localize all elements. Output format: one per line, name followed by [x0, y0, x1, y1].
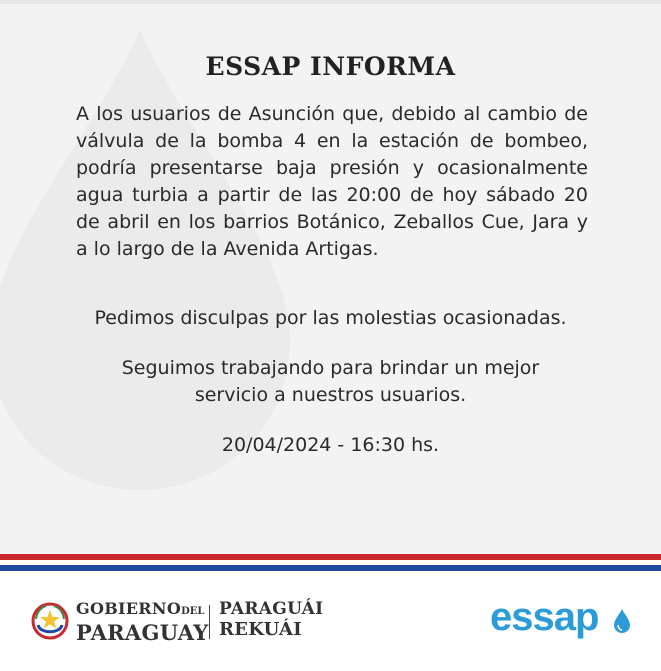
continue-line-1: Seguimos trabajando para brindar un mejor: [121, 357, 540, 379]
gov-word-del: DEL: [181, 606, 205, 617]
notice-title: ESSAP INFORMA: [205, 52, 456, 81]
gov-word-gobierno: GOBIERNO: [76, 599, 182, 618]
footer: [0, 571, 661, 671]
apology-text: Pedimos disculpas por las molestias ocasionadas.: [94, 307, 567, 329]
gobierno-paraguay-logo: [76, 599, 209, 645]
continue-text: [40, 355, 621, 409]
water-drop-icon: [612, 608, 632, 634]
notice-datetime: 20/04/2024 - 16:30 hs.: [221, 434, 440, 456]
slogan-line-1: PARAGUÁI: [219, 599, 324, 619]
slogan-line-2: REKUÁI: [219, 619, 303, 640]
continue-line-2: servicio a nuestros usuarios.: [194, 384, 467, 406]
gov-word-paraguay: PARAGUAY: [76, 620, 209, 645]
logo-divider: [209, 605, 210, 639]
notice-body: A los usuarios de Asunción que, debido al cambio de válvula de la bomba 4 en la estación de bombeo, podría presentarse baja presión y ocasionalmente agua turbia a partir de las 20:00 de hoy sábado 20 de abril en los barrios Botánico, Zeballos Cue, Jara y a lo largo de la Avenida Artigas.: [76, 103, 588, 260]
essap-logo: essap: [490, 595, 599, 639]
paraguay-seal-icon: [30, 601, 70, 641]
paraguai-rekuai-slogan: [219, 599, 323, 641]
